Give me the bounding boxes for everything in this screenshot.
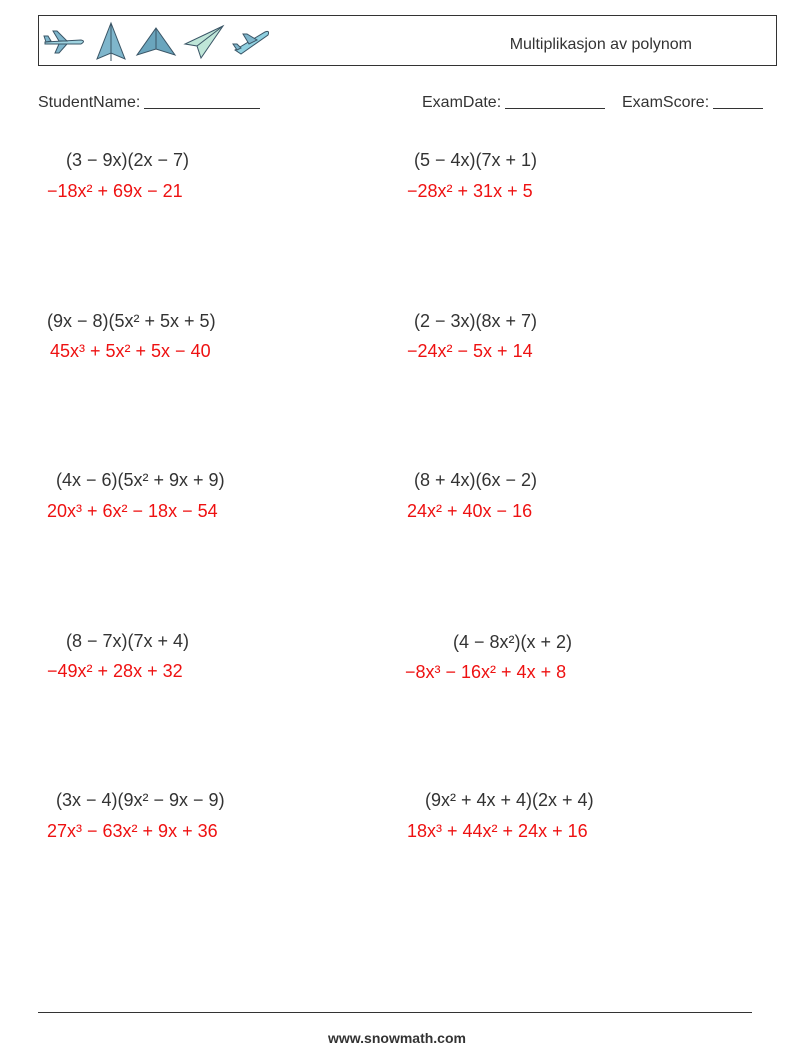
problem-answer: 18x³ + 44x² + 24x + 16: [407, 821, 588, 841]
problem-answer: −8x³ − 16x² + 4x + 8: [405, 662, 567, 682]
problem-answer: 20x³ + 6x² − 18x − 54: [47, 501, 218, 521]
problem-question: (3x − 4)(9x² − 9x − 9): [56, 790, 225, 810]
problem-question: (2 − 3x)(8x + 7): [414, 311, 538, 331]
problem-answer: 27x³ − 63x² + 9x + 36: [47, 821, 218, 841]
problem-answer: 24x² + 40x − 16: [407, 501, 533, 521]
problem-answer: −18x² + 69x − 21: [47, 181, 183, 201]
header-box: [38, 15, 777, 66]
exam-date-field[interactable]: [422, 94, 605, 112]
student-name-label: StudentName:: [38, 94, 141, 111]
problem-answer: −28x² + 31x + 5: [407, 181, 533, 201]
paper-plane-icon: [183, 24, 225, 60]
exam-score-field[interactable]: [622, 94, 763, 112]
problem-answer: −49x² + 28x + 32: [47, 661, 183, 681]
problem-question: (8 + 4x)(6x − 2): [414, 470, 538, 490]
exam-score-label: ExamScore:: [622, 94, 710, 111]
footer-url[interactable]: www.snowmath.com: [328, 1030, 466, 1046]
exam-score-blank[interactable]: [713, 94, 763, 109]
worksheet-title: Multiplikasjon av polynom: [509, 36, 692, 53]
exam-date-blank[interactable]: [505, 94, 605, 109]
student-name-field[interactable]: [38, 94, 260, 112]
paper-plane-wing-icon: [135, 25, 177, 59]
problem-question: (4 − 8x²)(x + 2): [453, 632, 573, 652]
student-name-blank[interactable]: [144, 94, 260, 109]
airplane-icon: [43, 28, 87, 56]
problem-question: (9x − 8)(5x² + 5x + 5): [47, 311, 216, 331]
header-icons: [43, 22, 271, 62]
problem-question: (5 − 4x)(7x + 1): [414, 150, 538, 170]
problem-question: (8 − 7x)(7x + 4): [66, 631, 190, 651]
problem-answer: 45x³ + 5x² + 5x − 40: [50, 341, 211, 361]
exam-date-label: ExamDate:: [422, 94, 502, 111]
problem-question: (4x − 6)(5x² + 9x + 9): [56, 470, 225, 490]
problem-question: (9x² + 4x + 4)(2x + 4): [425, 790, 594, 810]
paper-plane-dart-icon: [93, 21, 129, 63]
footer-divider: [38, 1012, 752, 1013]
problem-question: (3 − 9x)(2x − 7): [66, 150, 190, 170]
problem-answer: −24x² − 5x + 14: [407, 341, 533, 361]
jet-icon: [231, 26, 271, 58]
